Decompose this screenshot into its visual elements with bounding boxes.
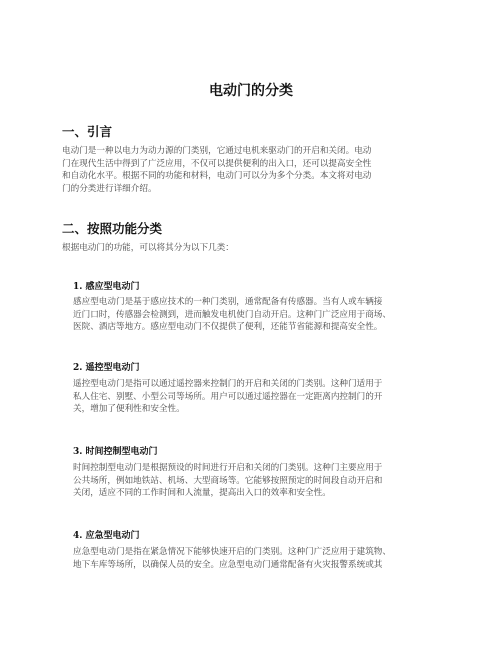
section-heading-by-function: 二、按照功能分类 bbox=[62, 221, 163, 236]
introduction-paragraph bbox=[62, 145, 442, 195]
timer-door-paragraph bbox=[73, 462, 443, 500]
paragraph-line: 私人住宅、别墅、小型公司等场所。用户可以通过遥控器在一定距离内控制门的开 bbox=[73, 391, 383, 402]
section-intro-paragraph bbox=[62, 242, 442, 255]
subheading-remote-door: 2. 遥控型电动门 bbox=[73, 363, 140, 373]
sensor-door-paragraph bbox=[73, 296, 443, 334]
paragraph-line: 地下车库等场所，以确保人员的安全。应急型电动门通常配备有火灾报警系统或其 bbox=[73, 559, 383, 570]
emergency-door-paragraph bbox=[73, 546, 443, 571]
paragraph-line: 时间控制型电动门是根据预设的时间进行开启和关闭的门类别。这种门主要应用于 bbox=[73, 463, 383, 473]
paragraph-line: 和自动化水平。根据不同的功能和材料，电动门可以分为多个分类。本文将对电动 bbox=[62, 171, 372, 182]
paragraph-line: 应急型电动门是指在紧急情况下能够快速开启的门类别。这种门广泛应用于建筑物、 bbox=[73, 547, 391, 557]
paragraph-line: 遥控型电动门是指可以通过遥控器来控制门的开启和关闭的门类别。这种门适用于 bbox=[73, 379, 383, 389]
paragraph-line: 门在现代生活中得到了广泛应用，不仅可以提供便利的出入口，还可以提高安全性 bbox=[62, 158, 372, 169]
subheading-emergency-door: 4. 应急型电动门 bbox=[73, 531, 140, 541]
subheading-timer-door: 3. 时间控制型电动门 bbox=[73, 447, 158, 457]
paragraph-line: 门的分类进行详细介绍。 bbox=[62, 183, 157, 194]
paragraph-line: 医院、酒店等地方。感应型电动门不仅提供了便利，还能节省能源和提高安全性。 bbox=[73, 322, 383, 333]
paragraph-line: 公共场所，例如地铁站、机场、大型商场等。它能够按照预定的时间段自动开启和 bbox=[73, 475, 383, 486]
page-title: 电动门的分类 bbox=[209, 83, 293, 99]
paragraph-line: 电动门是一种以电力为动力源的门类别，它通过电机来驱动门的开启和关闭。电动 bbox=[62, 146, 372, 156]
section-heading-introduction: 一、引言 bbox=[62, 124, 113, 139]
remote-door-paragraph bbox=[73, 378, 443, 416]
paragraph-line: 关，增加了便利性和安全性。 bbox=[73, 404, 185, 415]
subheading-sensor-door: 1. 感应型电动门 bbox=[73, 282, 140, 292]
paragraph-line: 关闭，适应不同的工作时间和人流量，提高出入口的效率和安全性。 bbox=[73, 488, 331, 499]
paragraph-line: 根据电动门的功能，可以将其分为以下几类： bbox=[62, 243, 234, 253]
paragraph-line: 感应型电动门是基于感应技术的一种门类别，通常配备有传感器。当有人或车辆接 bbox=[73, 297, 383, 307]
paragraph-line: 近门口时，传感器会检测到，进而触发电机使门自动开启。这种门广泛应用于商场、 bbox=[73, 309, 391, 320]
